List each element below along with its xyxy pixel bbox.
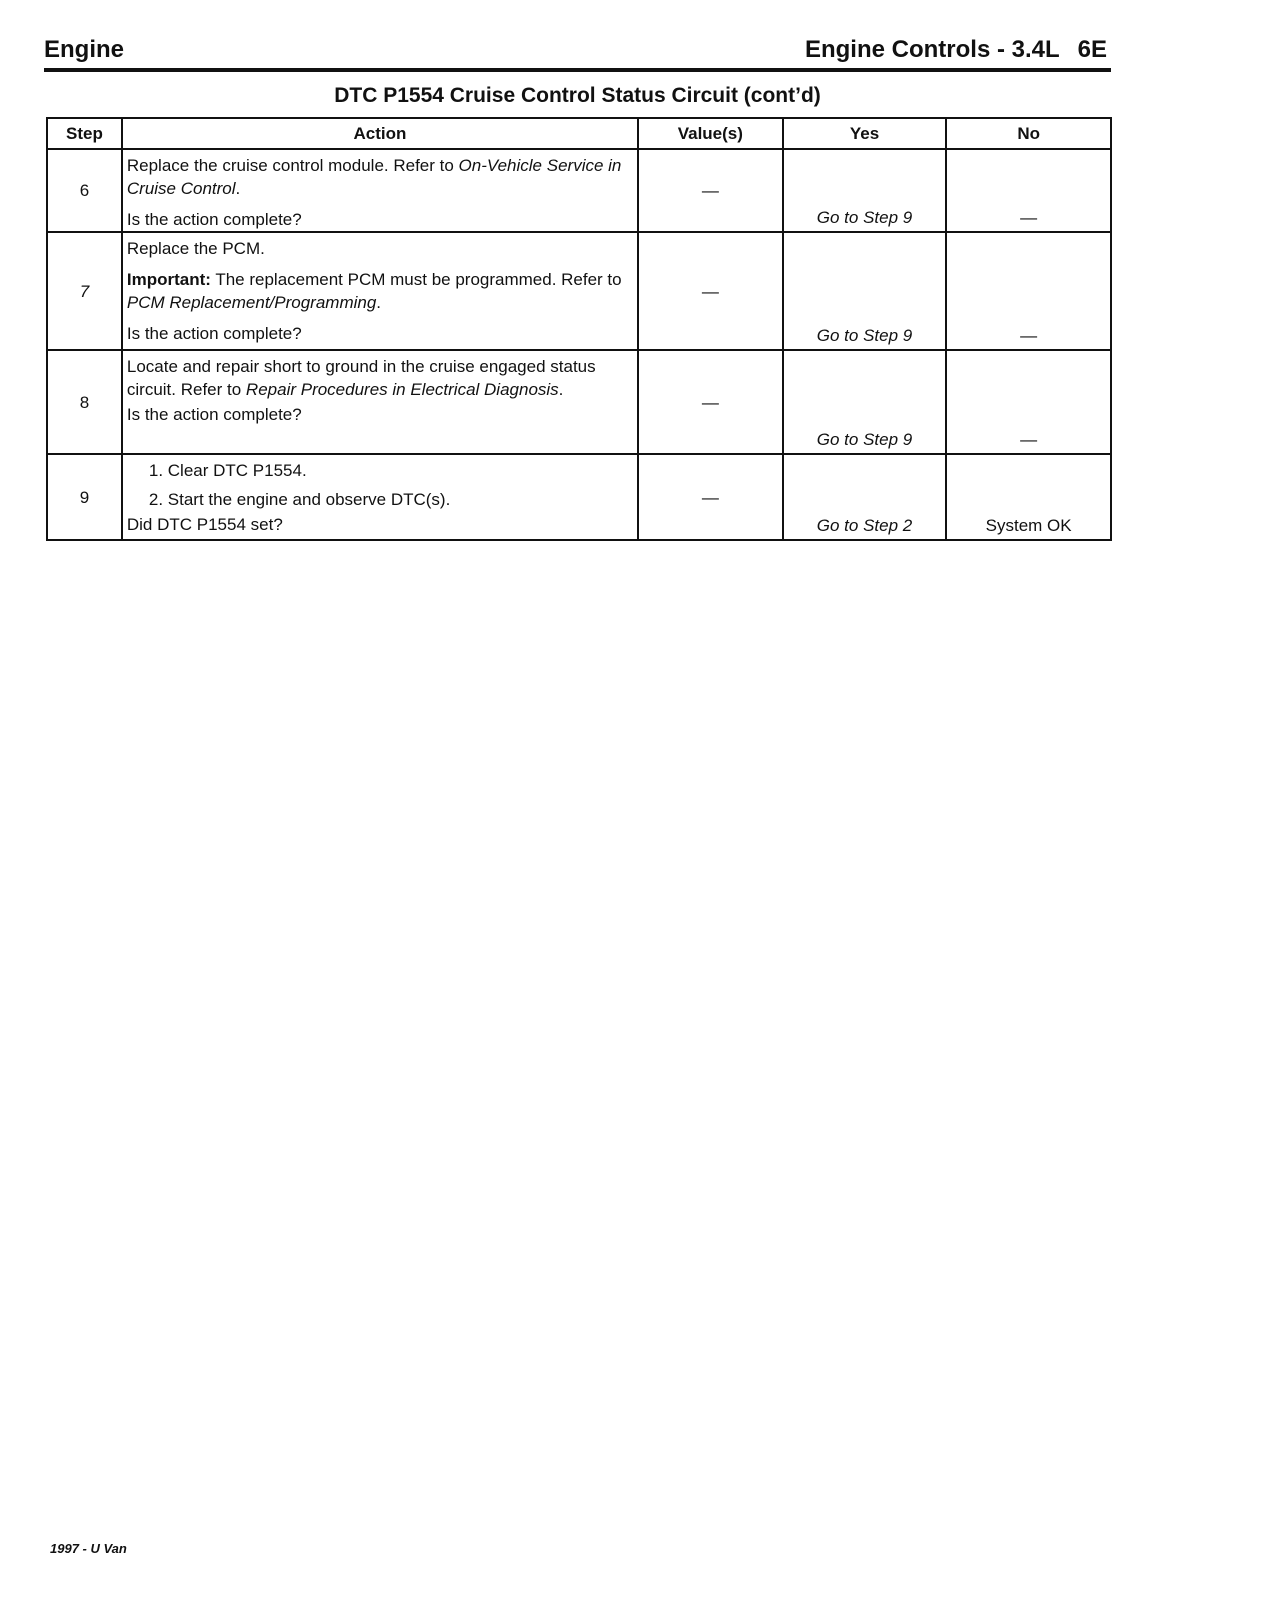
header-right-title (805, 36, 1107, 64)
header-section-name: Engine Controls - 3.4L (804, 36, 1060, 63)
yes-cell (783, 454, 947, 540)
action-text-part: Replace the cruise control module. Refer to (126, 156, 459, 175)
column-header-step: Step (47, 118, 122, 149)
value-cell: — (638, 232, 783, 350)
page-footer: 1997 - U Van (50, 1541, 127, 1556)
no-cell: System OK (946, 454, 1111, 540)
step-number: 7 (47, 232, 122, 350)
yes-cell (783, 149, 947, 232)
important-label: Important: (126, 270, 211, 289)
action-text (127, 154, 631, 200)
yes-goto: Go to Step 9 (816, 208, 913, 227)
action-cell (122, 350, 638, 454)
list-item: 2. Start the engine and observe DTC(s). (148, 490, 451, 509)
yes-goto: Go to Step 9 (816, 430, 913, 449)
action-reference: PCM Replacement/Programming (126, 293, 377, 312)
yes-goto: Go to Step 2 (816, 516, 913, 535)
action-question: Is the action complete? (126, 405, 302, 424)
table-row (47, 350, 1111, 454)
action-text-end: . (235, 179, 241, 198)
action-text (127, 355, 631, 401)
header-section-number: 6E (1077, 36, 1107, 63)
value-cell: — (638, 454, 783, 540)
action-cell (122, 149, 638, 232)
no-cell: — (946, 350, 1111, 454)
yes-goto: Go to Step 9 (816, 326, 913, 345)
action-question: Is the action complete? (126, 210, 302, 229)
diagnostic-table (46, 117, 1112, 541)
important-note (127, 268, 631, 314)
value-cell: — (638, 350, 783, 454)
step-number: 8 (47, 350, 122, 454)
action-reference: On-Vehicle Service in Cruise Control (126, 156, 622, 198)
column-header-no: No (946, 118, 1111, 149)
table-row (47, 149, 1111, 232)
table-title: DTC P1554 Cruise Control Status Circuit (cont’d) (334, 84, 821, 107)
no-cell: — (946, 149, 1111, 232)
action-cell (122, 454, 638, 540)
no-cell: — (946, 232, 1111, 350)
step-number: 9 (47, 454, 122, 540)
page-header (44, 34, 1111, 72)
important-text-end: . (376, 293, 382, 312)
yes-cell (783, 350, 947, 454)
table-header-row (47, 118, 1111, 149)
yes-cell (783, 232, 947, 350)
action-cell (122, 232, 638, 350)
action-question: Did DTC P1554 set? (126, 515, 283, 534)
column-header-values: Value(s) (638, 118, 783, 149)
column-header-action: Action (122, 118, 638, 149)
action-text: Replace the PCM. (126, 239, 265, 258)
column-header-yes: Yes (783, 118, 947, 149)
action-text-end: . (558, 380, 564, 399)
action-text-part: Locate and repair short to ground in the cruise engaged status circuit. Refer to (126, 357, 596, 399)
step-number: 6 (47, 149, 122, 232)
list-item: 1. Clear DTC P1554. (148, 461, 307, 480)
table-row (47, 232, 1111, 350)
action-reference: Repair Procedures in Electrical Diagnosis (245, 380, 559, 399)
header-left-title: Engine (44, 36, 125, 63)
important-text: The replacement PCM must be programmed. Refer to (210, 270, 622, 289)
action-question: Is the action complete? (126, 324, 302, 343)
value-cell: — (638, 149, 783, 232)
table-row (47, 454, 1111, 540)
